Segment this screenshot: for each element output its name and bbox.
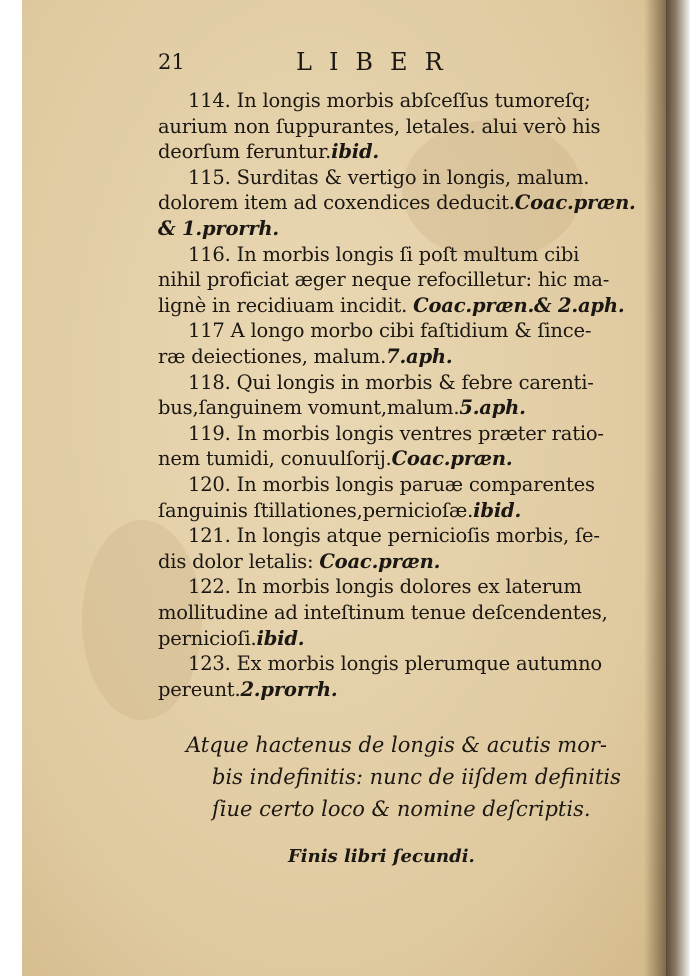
- entry-text: lignè in recidiuam incidit.: [158, 294, 414, 317]
- entry-number: 115.: [188, 166, 231, 189]
- entry-number: 123.: [188, 652, 231, 675]
- entry-line: [158, 293, 624, 319]
- entry-line: [158, 114, 600, 140]
- entry-text: Surditas & vertigo in longis, malum.: [230, 166, 590, 189]
- entry-line: [158, 216, 279, 242]
- entry-text: In morbis longis paruæ comparentes: [230, 473, 595, 496]
- entry-line: [158, 446, 512, 472]
- entry-line: [188, 88, 591, 114]
- entry-text: In longis atque pernicioſis morbis, ſe-: [230, 524, 600, 547]
- entry-reference: Coac.præn.: [514, 191, 636, 214]
- entry-reference: 2.prorrh.: [240, 678, 338, 701]
- entry-line: [188, 370, 594, 396]
- spine-shadow: [644, 0, 666, 976]
- entry-line: [188, 651, 602, 677]
- entry-reference: ibid.: [331, 140, 379, 163]
- entry-reference: 5.aph.: [459, 396, 526, 419]
- entry-number: 122.: [188, 575, 231, 598]
- entry-number: 120.: [188, 473, 231, 496]
- entry-line: [188, 318, 591, 344]
- entry-text: In morbis longis dolores ex laterum: [230, 575, 582, 598]
- entry-text: dis dolor letalis:: [158, 550, 320, 573]
- entry-reference: 7.aph.: [386, 345, 453, 368]
- entry-line: [158, 498, 521, 524]
- entry-number: 118.: [188, 371, 231, 394]
- page-number: 21: [158, 50, 185, 74]
- entry-number: 121.: [188, 524, 231, 547]
- entry-text: In morbis longis ſi poſt multum cibi: [230, 243, 580, 266]
- entry-reference: & 1.prorrh.: [158, 217, 279, 240]
- entry-text: nem tumidi, conuulſorij.: [158, 447, 392, 470]
- entry-reference: ibid.: [473, 499, 522, 522]
- entry-line: [158, 626, 304, 652]
- entry-line: [158, 190, 636, 216]
- page-header: [158, 50, 618, 78]
- page-edge: [666, 0, 690, 976]
- entry-text: nihil proficiat æger neque refocilletur: hic ma-: [158, 268, 610, 291]
- entry-line: [158, 344, 453, 370]
- closing-line-1: Atque hactenus de longis & acutis mor-: [186, 733, 607, 757]
- entry-line: [158, 600, 608, 626]
- entry-line: [158, 139, 379, 165]
- entry-number: 116.: [188, 243, 231, 266]
- entry-text: Qui longis in morbis & febre carenti-: [230, 371, 594, 394]
- entry-text: pereunt.: [158, 678, 241, 701]
- entry-reference: ibid.: [256, 627, 305, 650]
- entry-text: ſanguinis ſtillationes,pernicioſæ.: [158, 499, 474, 522]
- entry-line: [158, 677, 337, 703]
- entry-text: deorſum feruntur.: [158, 140, 332, 163]
- entry-text: In longis morbis abſceſſus tumoreſq;: [230, 89, 591, 112]
- entry-number: 119.: [188, 422, 231, 445]
- entry-text: dolorem item ad coxendices deducit.: [158, 191, 515, 214]
- entry-line: [158, 549, 440, 575]
- entry-line: [188, 574, 582, 600]
- entry-text: A longo morbo cibi faſtidium & ſince-: [224, 319, 592, 342]
- entry-reference: Coac.præn.& 2.aph.: [413, 294, 625, 317]
- closing-line-3: ſiue certo loco & nomine deſcriptis.: [212, 797, 591, 821]
- running-head: LIBER: [296, 48, 460, 76]
- entry-line: [188, 242, 579, 268]
- entry-reference: Coac.præn.: [319, 550, 441, 573]
- entry-line: [188, 165, 589, 191]
- entry-text: Ex morbis longis plerumque autumno: [230, 652, 602, 675]
- entry-text: In morbis longis ventres præter ratio-: [230, 422, 604, 445]
- closing-line-2: bis indefinitis: nunc de iiſdem definitis: [212, 765, 621, 789]
- entry-line: [158, 267, 609, 293]
- entry-text: pernicioſi.: [158, 627, 257, 650]
- entry-text: aurium non ſuppurantes, letales. alui verò his: [158, 115, 601, 138]
- entry-text: ræ deiectiones, malum.: [158, 345, 387, 368]
- entry-line: [188, 472, 595, 498]
- entry-line: [158, 395, 526, 421]
- entry-text: bus,ſanguinem vomunt,malum.: [158, 396, 460, 419]
- entry-reference: Coac.præn.: [391, 447, 513, 470]
- entry-line: [188, 523, 600, 549]
- entry-number: 114.: [188, 89, 231, 112]
- entry-line: [188, 421, 604, 447]
- finis-line: Finis libri ſecundi.: [288, 846, 475, 867]
- entry-text: mollitudine ad inteſtinum tenue deſcendentes,: [158, 601, 608, 624]
- entry-number: 117: [188, 319, 225, 342]
